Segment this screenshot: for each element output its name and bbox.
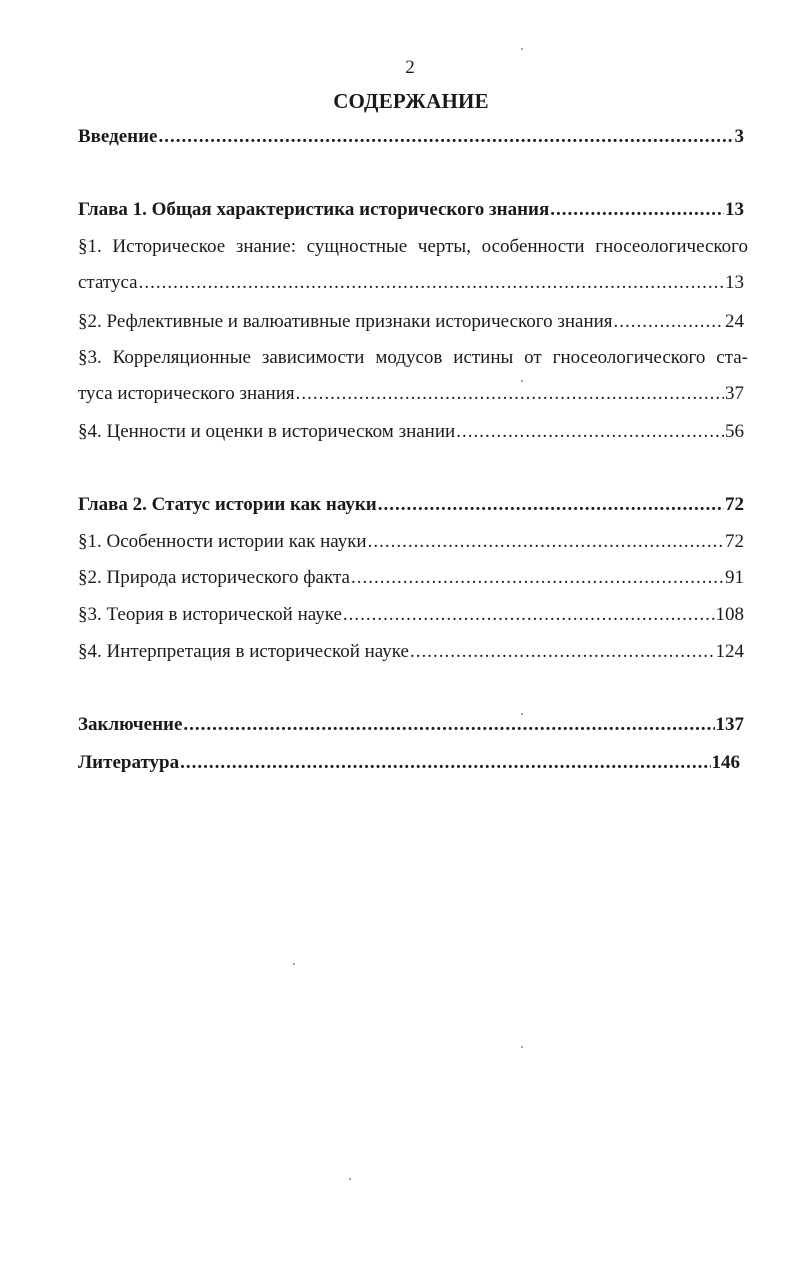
toc-entry-page: 72: [725, 494, 744, 515]
toc-entry-references[interactable]: [78, 752, 740, 780]
toc-entry-page: 13: [725, 199, 744, 220]
dot-leader: [351, 567, 724, 589]
toc-entry-page: 108: [715, 604, 744, 625]
toc-entry-1-3[interactable]: [78, 383, 744, 411]
scan-speck: [521, 1046, 523, 1048]
toc-entry-label: §2. Природа исторического факта: [78, 567, 350, 588]
toc-entry-page: 56: [725, 421, 744, 442]
dot-leader: [180, 752, 710, 774]
toc-entry-2-3[interactable]: [78, 604, 744, 632]
dot-leader: [378, 494, 724, 516]
scan-speck: [521, 713, 523, 715]
toc-entry-label: Заключение: [78, 714, 183, 735]
dot-leader: [139, 272, 724, 294]
scan-speck: [293, 963, 295, 965]
dot-leader: [159, 126, 734, 148]
dot-leader: [614, 311, 724, 333]
toc-entry-conclusion[interactable]: [78, 714, 744, 742]
toc-entry-1-1[interactable]: [78, 272, 744, 300]
scan-speck: [349, 1178, 351, 1180]
toc-entry-1-2[interactable]: [78, 311, 744, 339]
page-title: СОДЕРЖАНИЕ: [333, 89, 489, 113]
toc-entry-2-2[interactable]: [78, 567, 744, 595]
dot-leader: [296, 383, 724, 405]
toc-entry-label: Введение: [78, 126, 158, 147]
toc-entry-label: Глава 2. Статус истории как науки: [78, 494, 377, 515]
dot-leader: [456, 421, 724, 443]
toc-entry-page: 124: [715, 641, 744, 662]
page-number: 2: [405, 57, 415, 78]
toc-entry-page: 13: [725, 272, 744, 293]
dot-leader: [183, 714, 714, 736]
toc-entry-page: 37: [725, 383, 744, 404]
toc-entry-page: 146: [711, 752, 740, 773]
toc-entry-chapter-1[interactable]: [78, 199, 744, 227]
toc-entry-page: 24: [725, 311, 744, 332]
scan-speck: [521, 48, 523, 50]
dot-leader: [410, 641, 715, 663]
scan-speck: [521, 380, 523, 382]
toc-entry-label: §4. Ценности и оценки в историческом знании: [78, 421, 456, 442]
toc-entry-label: Литература: [78, 752, 180, 773]
dot-leader: [550, 199, 724, 221]
toc-entry-1-4[interactable]: [78, 421, 744, 449]
dot-leader: [343, 604, 715, 626]
toc-entry-label: §1. Особенности истории как науки: [78, 531, 367, 552]
toc-entry-page: 3: [734, 126, 744, 147]
toc-entry-chapter-2[interactable]: [78, 494, 744, 522]
toc-entry-label: §4. Интерпретация в исторической науке: [78, 641, 409, 662]
dot-leader: [368, 531, 724, 553]
toc-entry-1-3-first-line: §3. Корреляционные зависимости модусов истины от гносеологического ста-: [78, 347, 748, 368]
toc-entry-label: статуса: [78, 272, 138, 293]
toc-entry-label: туса исторического знания: [78, 383, 295, 404]
toc-entry-label: §3. Теория в исторической науке: [78, 604, 342, 625]
toc-entry-label: §2. Рефлективные и валюативные признаки исторического знания: [78, 311, 613, 332]
toc-entry-label: Глава 1. Общая характеристика исторического знания: [78, 199, 550, 220]
toc-entry-1-1-first-line: §1. Историческое знание: сущностные черты, особенности гносеологического: [78, 236, 748, 257]
toc-entry-introduction[interactable]: [78, 126, 744, 154]
toc-entry-page: 72: [725, 531, 744, 552]
toc-entry-2-1[interactable]: [78, 531, 744, 559]
toc-entry-page: 137: [715, 714, 744, 735]
toc-entry-2-4[interactable]: [78, 641, 744, 669]
toc-entry-page: 91: [725, 567, 744, 588]
